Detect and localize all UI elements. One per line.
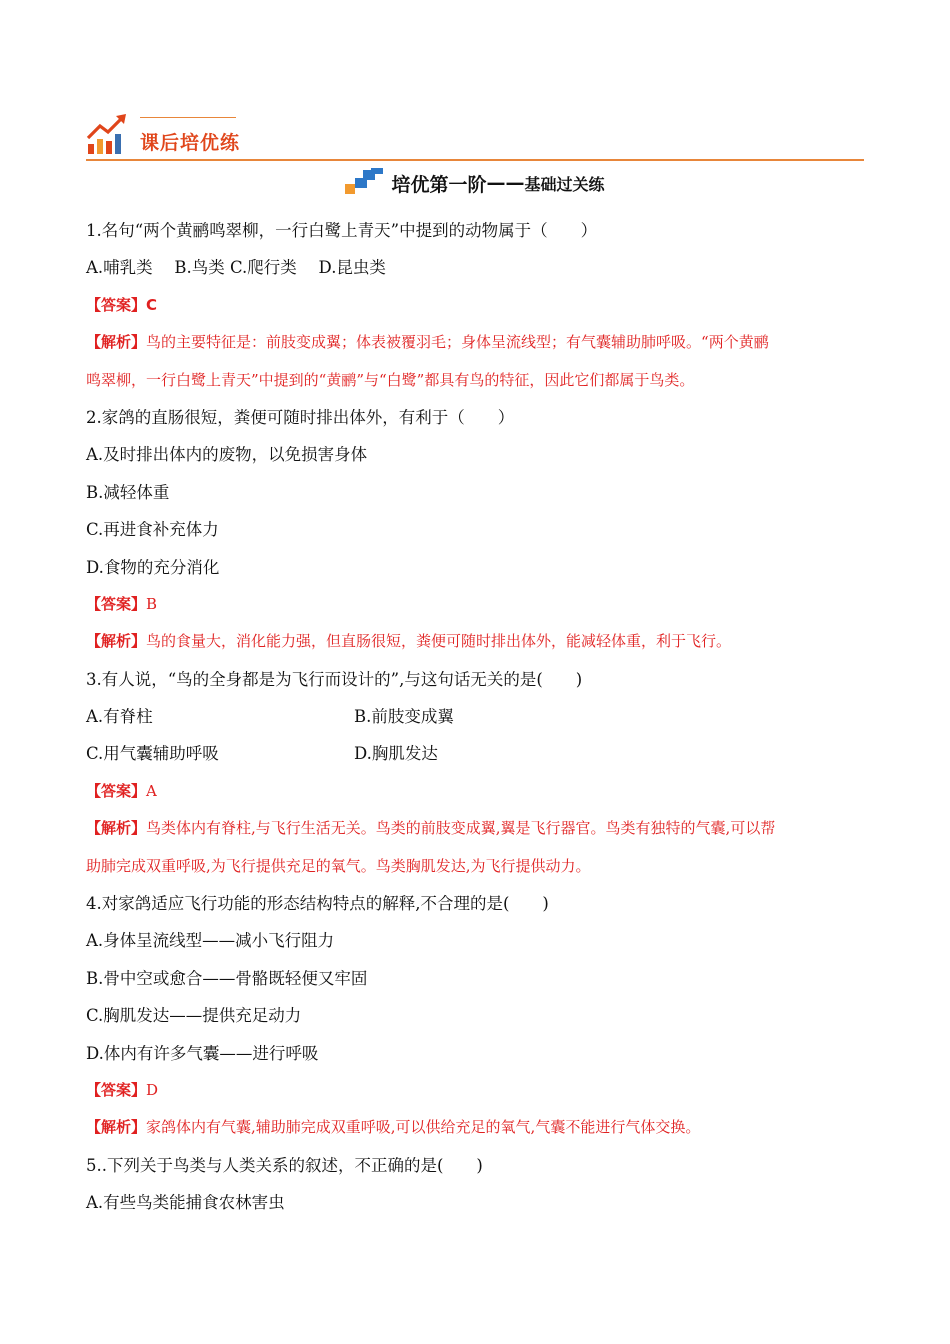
question-option: D.体内有许多气囊——进行呼吸 bbox=[86, 1043, 319, 1063]
question-option: A.有脊柱 bbox=[86, 707, 153, 727]
question-stem: 3.有人说，“鸟的全身都是为飞行而设计的”,与这句话无关的是( ) bbox=[86, 669, 583, 689]
explanation-line bbox=[86, 810, 866, 847]
explanation-text: 鸟的食量大，消化能力强，但直肠很短，粪便可随时排出体外，能减轻体重，利于飞行。 bbox=[146, 632, 732, 651]
explanation-text: 家鸽体内有气囊,辅助肺完成双重呼吸,可以供给充足的氧气,气囊不能进行气体交换。 bbox=[146, 1118, 701, 1137]
header-accent-line bbox=[140, 117, 236, 118]
question-option: B.骨中空或愈合——骨骼既轻便又牢固 bbox=[86, 968, 368, 988]
section-title-main: 培优第一阶 bbox=[391, 173, 487, 196]
answer-line bbox=[86, 287, 866, 324]
growth-chart-icon bbox=[86, 112, 130, 156]
answer-line bbox=[86, 773, 866, 810]
section-title-sub: 基础过关练 bbox=[524, 174, 605, 194]
explanation-text: 鸣翠柳，一行白鹭上青天”中提到的“黄鹂”与“白鹭”都具有鸟的特征，因此它们都属于鸟类。 bbox=[86, 370, 695, 389]
question-option: C.胸肌发达——提供充足动力 bbox=[86, 1006, 302, 1026]
explanation-line bbox=[86, 324, 866, 361]
explanation-label: 【解析】 bbox=[86, 632, 147, 651]
question-option: C.用气囊辅助呼吸 bbox=[86, 744, 219, 764]
header-title: 课后培优练 bbox=[140, 132, 241, 154]
answer-label: 【答案】 bbox=[86, 1080, 147, 1099]
header-divider bbox=[86, 159, 864, 161]
answer-label: 【答案】 bbox=[86, 781, 147, 800]
question-option: D.胸肌发达 bbox=[354, 744, 438, 764]
answer-label: 【答案】 bbox=[86, 594, 147, 613]
question-option: C.再进食补充体力 bbox=[86, 520, 219, 540]
answer-value: C bbox=[146, 295, 158, 314]
question-options-row bbox=[86, 735, 866, 772]
question-option: A.及时排出体内的废物，以免损害身体 bbox=[86, 445, 368, 465]
explanation-line bbox=[86, 623, 866, 660]
question-list bbox=[86, 212, 866, 1222]
section-title-dash: —— bbox=[486, 172, 525, 194]
explanation-label: 【解析】 bbox=[86, 819, 147, 838]
answer-value: D bbox=[146, 1080, 159, 1099]
question-option: B.减轻体重 bbox=[86, 482, 170, 502]
answer-line bbox=[86, 1072, 866, 1109]
explanation-text: 鸟的主要特征是：前肢变成翼；体表被覆羽毛；身体呈流线型；有气囊辅助肺呼吸。“两个黄鹂 bbox=[146, 333, 769, 352]
explanation-label: 【解析】 bbox=[86, 333, 147, 352]
answer-line bbox=[86, 586, 866, 623]
answer-value: A bbox=[146, 781, 157, 800]
answer-value: B bbox=[146, 594, 158, 613]
explanation-line bbox=[86, 362, 866, 399]
explanation-text: 助肺完成双重呼吸,为飞行提供充足的氧气。鸟类胸肌发达,为飞行提供动力。 bbox=[86, 856, 591, 875]
question-option: A.有些鸟类能捕食农林害虫 bbox=[86, 1193, 285, 1213]
question-option: D.食物的充分消化 bbox=[86, 557, 220, 577]
question-stem: 2.家鸽的直肠很短，粪便可随时排出体外，有利于（ ） bbox=[86, 407, 515, 427]
explanation-label: 【解析】 bbox=[86, 1118, 147, 1137]
explanation-text: 鸟类体内有脊柱,与飞行生活无关。鸟类的前肢变成翼,翼是飞行器官。鸟类有独特的气囊,可以帮 bbox=[146, 819, 776, 838]
section-title bbox=[0, 168, 950, 202]
blocks-icon bbox=[345, 168, 385, 198]
question-option: B.前肢变成翼 bbox=[354, 707, 454, 727]
explanation-line bbox=[86, 848, 866, 885]
page-header bbox=[86, 112, 864, 162]
explanation-line bbox=[86, 1109, 866, 1146]
question-options-row bbox=[86, 698, 866, 735]
question-options: A.哺乳类 B.鸟类 C.爬行类 D.昆虫类 bbox=[86, 258, 386, 278]
question-stem: 5..下列关于鸟类与人类关系的叙述，不正确的是( ) bbox=[86, 1155, 483, 1175]
question-option: A.身体呈流线型——减小飞行阻力 bbox=[86, 931, 335, 951]
question-stem: 1.名句“两个黄鹂鸣翠柳，一行白鹭上青天”中提到的动物属于（ ） bbox=[86, 221, 598, 240]
answer-label: 【答案】 bbox=[86, 295, 147, 314]
question-stem: 4.对家鸽适应飞行功能的形态结构特点的解释,不合理的是( ) bbox=[86, 894, 549, 914]
